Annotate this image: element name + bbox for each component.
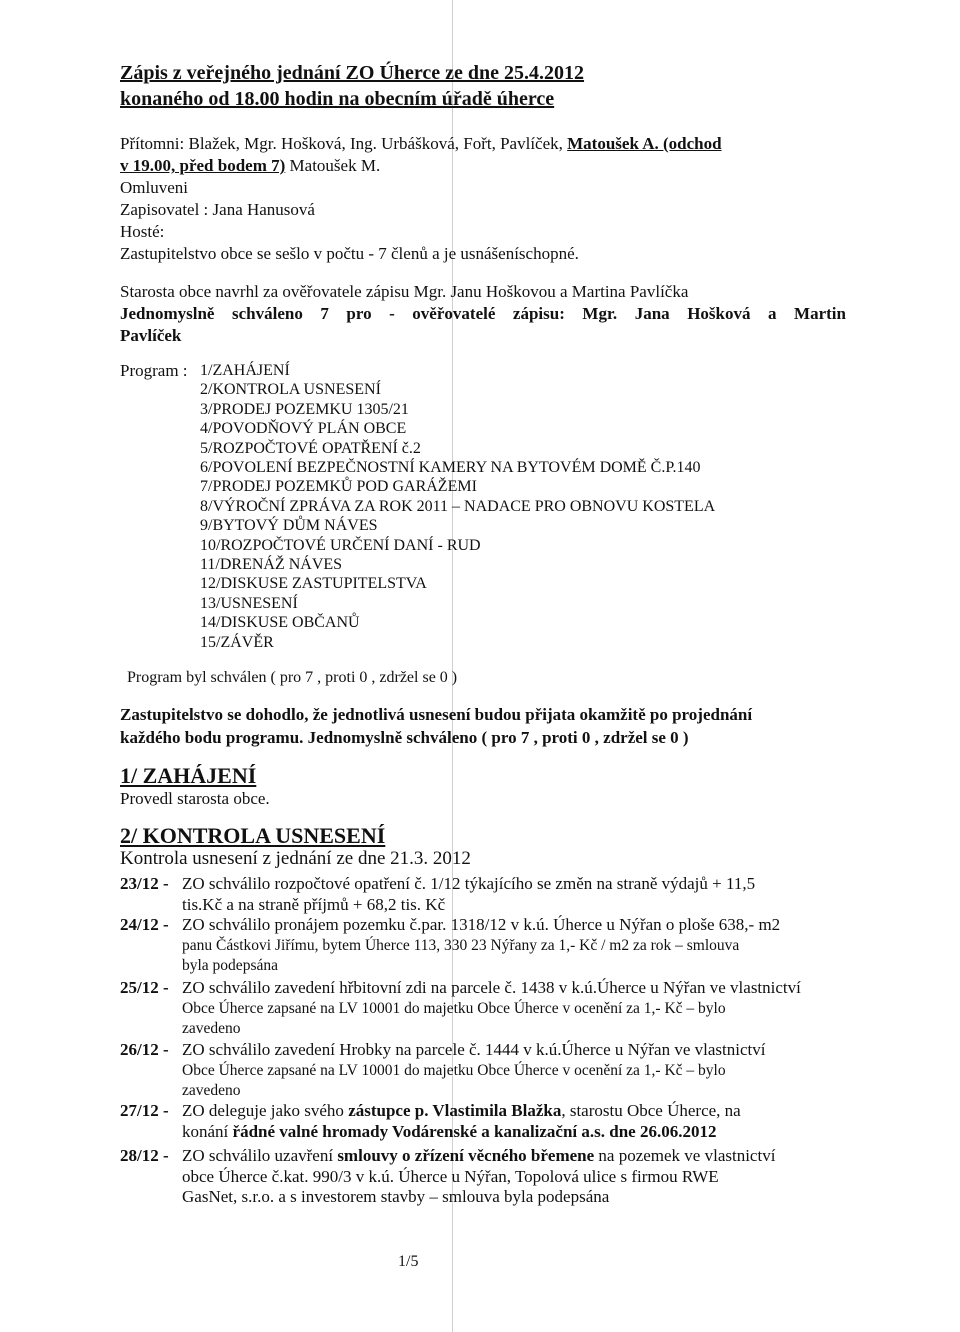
- quorum-statement: Zastupitelstvo obce se sešlo v počtu - 7 členů a je usnášeníschopné.: [120, 244, 579, 263]
- section-2-subheading: Kontrola usnesení z jednání ze dne 21.3. 2012: [120, 848, 471, 869]
- verifiers-approved-cont: Pavlíček: [120, 326, 182, 345]
- document-title: [120, 60, 584, 112]
- resolution-item: 26/12 - ZO schválilo zavedení Hrobky na parcele č. 1444 v k.ú.Úherce u Nýřan ve vlastnictví Obce Úherce zapsané na LV 10001 do majetku Obce Úherce v ocenění za 1,- Kč – bylo zavedeno: [120, 1040, 766, 1099]
- verifiers-approved: Jednomyslně schváleno 7 pro - ověřovatelé zápisu: Mgr. Jana Hošková a Martin: [120, 304, 846, 323]
- program-item: 3/PRODEJ POZEMKU 1305/21: [200, 400, 409, 418]
- page-number: 1/5: [398, 1253, 419, 1270]
- program-item: 5/ROZPOČTOVÉ OPATŘENÍ č.2: [200, 439, 421, 457]
- program-item: 11/DRENÁŽ NÁVES: [200, 556, 343, 574]
- program-item: 13/USNESENÍ: [200, 594, 298, 612]
- attendance-guests: Hosté:: [120, 222, 165, 241]
- program-item: 1/ZAHÁJENÍ: [200, 362, 290, 379]
- program-item: 12/DISKUSE ZASTUPITELSTVA: [200, 575, 427, 593]
- attendance-recorder: Zapisovatel : Jana Hanusová: [120, 200, 315, 219]
- attendance-present-cont: v 19.00, před bodem 7) Matoušek M.: [120, 156, 381, 175]
- agreement-line-2: každého bodu programu. Jednomyslně schváleno ( pro 7 , proti 0 , zdržel se 0 ): [120, 728, 689, 747]
- resolution-item: 25/12 - ZO schválilo zavedení hřbitovní zdi na parcele č. 1438 v k.ú.Úherce u Nýřan ve vlastnictví Obce Úherce zapsané na LV 10001 do majetku Obce Úherce v ocenění za 1,- Kč – bylo zavedeno: [120, 978, 801, 1037]
- program-item: 4/POVODŇOVÝ PLÁN OBCE: [200, 420, 407, 438]
- resolution-item: 27/12 - ZO deleguje jako svého zástupce p. Vlastimila Blažka, starostu Obce Úherce, na konání řádné valné hromady Vodárenské a kanalizační a.s. dne 26.06.2012: [120, 1101, 741, 1141]
- program-item: 15/ZÁVĚR: [200, 633, 274, 651]
- resolution-item: 28/12 - ZO schválilo uzavření smlouvy o zřízení věcného břemene na pozemek ve vlastnictví obce Úherce č.kat. 990/3 v k.ú. Úherce u Nýřan, Topolová ulice s firmou RWE GasNet, s.r.o. a s investorem stavby – smlouva byla podepsána: [120, 1146, 776, 1206]
- program-vote: Program byl schválen ( pro 7 , proti 0 , zdržel se 0 ): [127, 669, 458, 686]
- program-item: 7/PRODEJ POZEMKŮ POD GARÁŽEMI: [200, 478, 477, 496]
- title-line-1: Zápis z veřejného jednání ZO Úherce ze dne 25.4.2012: [120, 62, 585, 84]
- program-item: 10/ROZPOČTOVÉ URČENÍ DANÍ - RUD: [200, 536, 481, 554]
- attendance-excused: Omluveni: [120, 178, 188, 197]
- program-item: 2/KONTROLA USNESENÍ: [200, 381, 381, 399]
- attendance-present: Přítomni: Blažek, Mgr. Hošková, Ing. Urbášková, Fořt, Pavlíček, Matoušek A. (odchod: [120, 134, 722, 153]
- program-label: Program :: [120, 361, 188, 380]
- program-list: [200, 361, 715, 652]
- section-2-heading: 2/ KONTROLA USNESENÍ: [120, 823, 386, 848]
- section-1-text: Provedl starosta obce.: [120, 789, 270, 808]
- program-item: 6/POVOLENÍ BEZPEČNOSTNÍ KAMERY NA BYTOVÉM DOMĚ Č.P.140: [200, 459, 701, 477]
- agreement-line-1: Zastupitelstvo se dohodlo, že jednotlivá usnesení budou přijata okamžitě po projednání: [120, 705, 753, 724]
- section-1-heading: 1/ ZAHÁJENÍ: [120, 763, 257, 788]
- program-item: 8/VÝROČNÍ ZPRÁVA ZA ROK 2011 – NADACE PRO OBNOVU KOSTELA: [200, 497, 716, 515]
- resolution-item: 23/12 - ZO schválilo rozpočtové opatření č. 1/12 týkajícího se změn na straně výdajů + 11,5 tis.Kč a na straně příjmů + 68,2 tis. Kč: [120, 874, 756, 914]
- verifiers-proposal: Starosta obce navrhl za ověřovatele zápisu Mgr. Janu Hoškovou a Martina Pavlíčka: [120, 282, 689, 301]
- program-item: 14/DISKUSE OBČANŮ: [200, 614, 360, 632]
- title-line-2: konaného od 18.00 hodin na obecním úřadě úherce: [120, 88, 555, 110]
- program-item: 9/BYTOVÝ DŮM NÁVES: [200, 517, 378, 535]
- resolution-item: 24/12 - ZO schválilo pronájem pozemku č.par. 1318/12 v k.ú. Úherce u Nýřan o ploše 638,- m2 panu Částkovi Jiřímu, bytem Úherce 113, 330 23 Nýřany za 1,- Kč / m2 za rok – smlouva byla podepsána: [120, 915, 781, 974]
